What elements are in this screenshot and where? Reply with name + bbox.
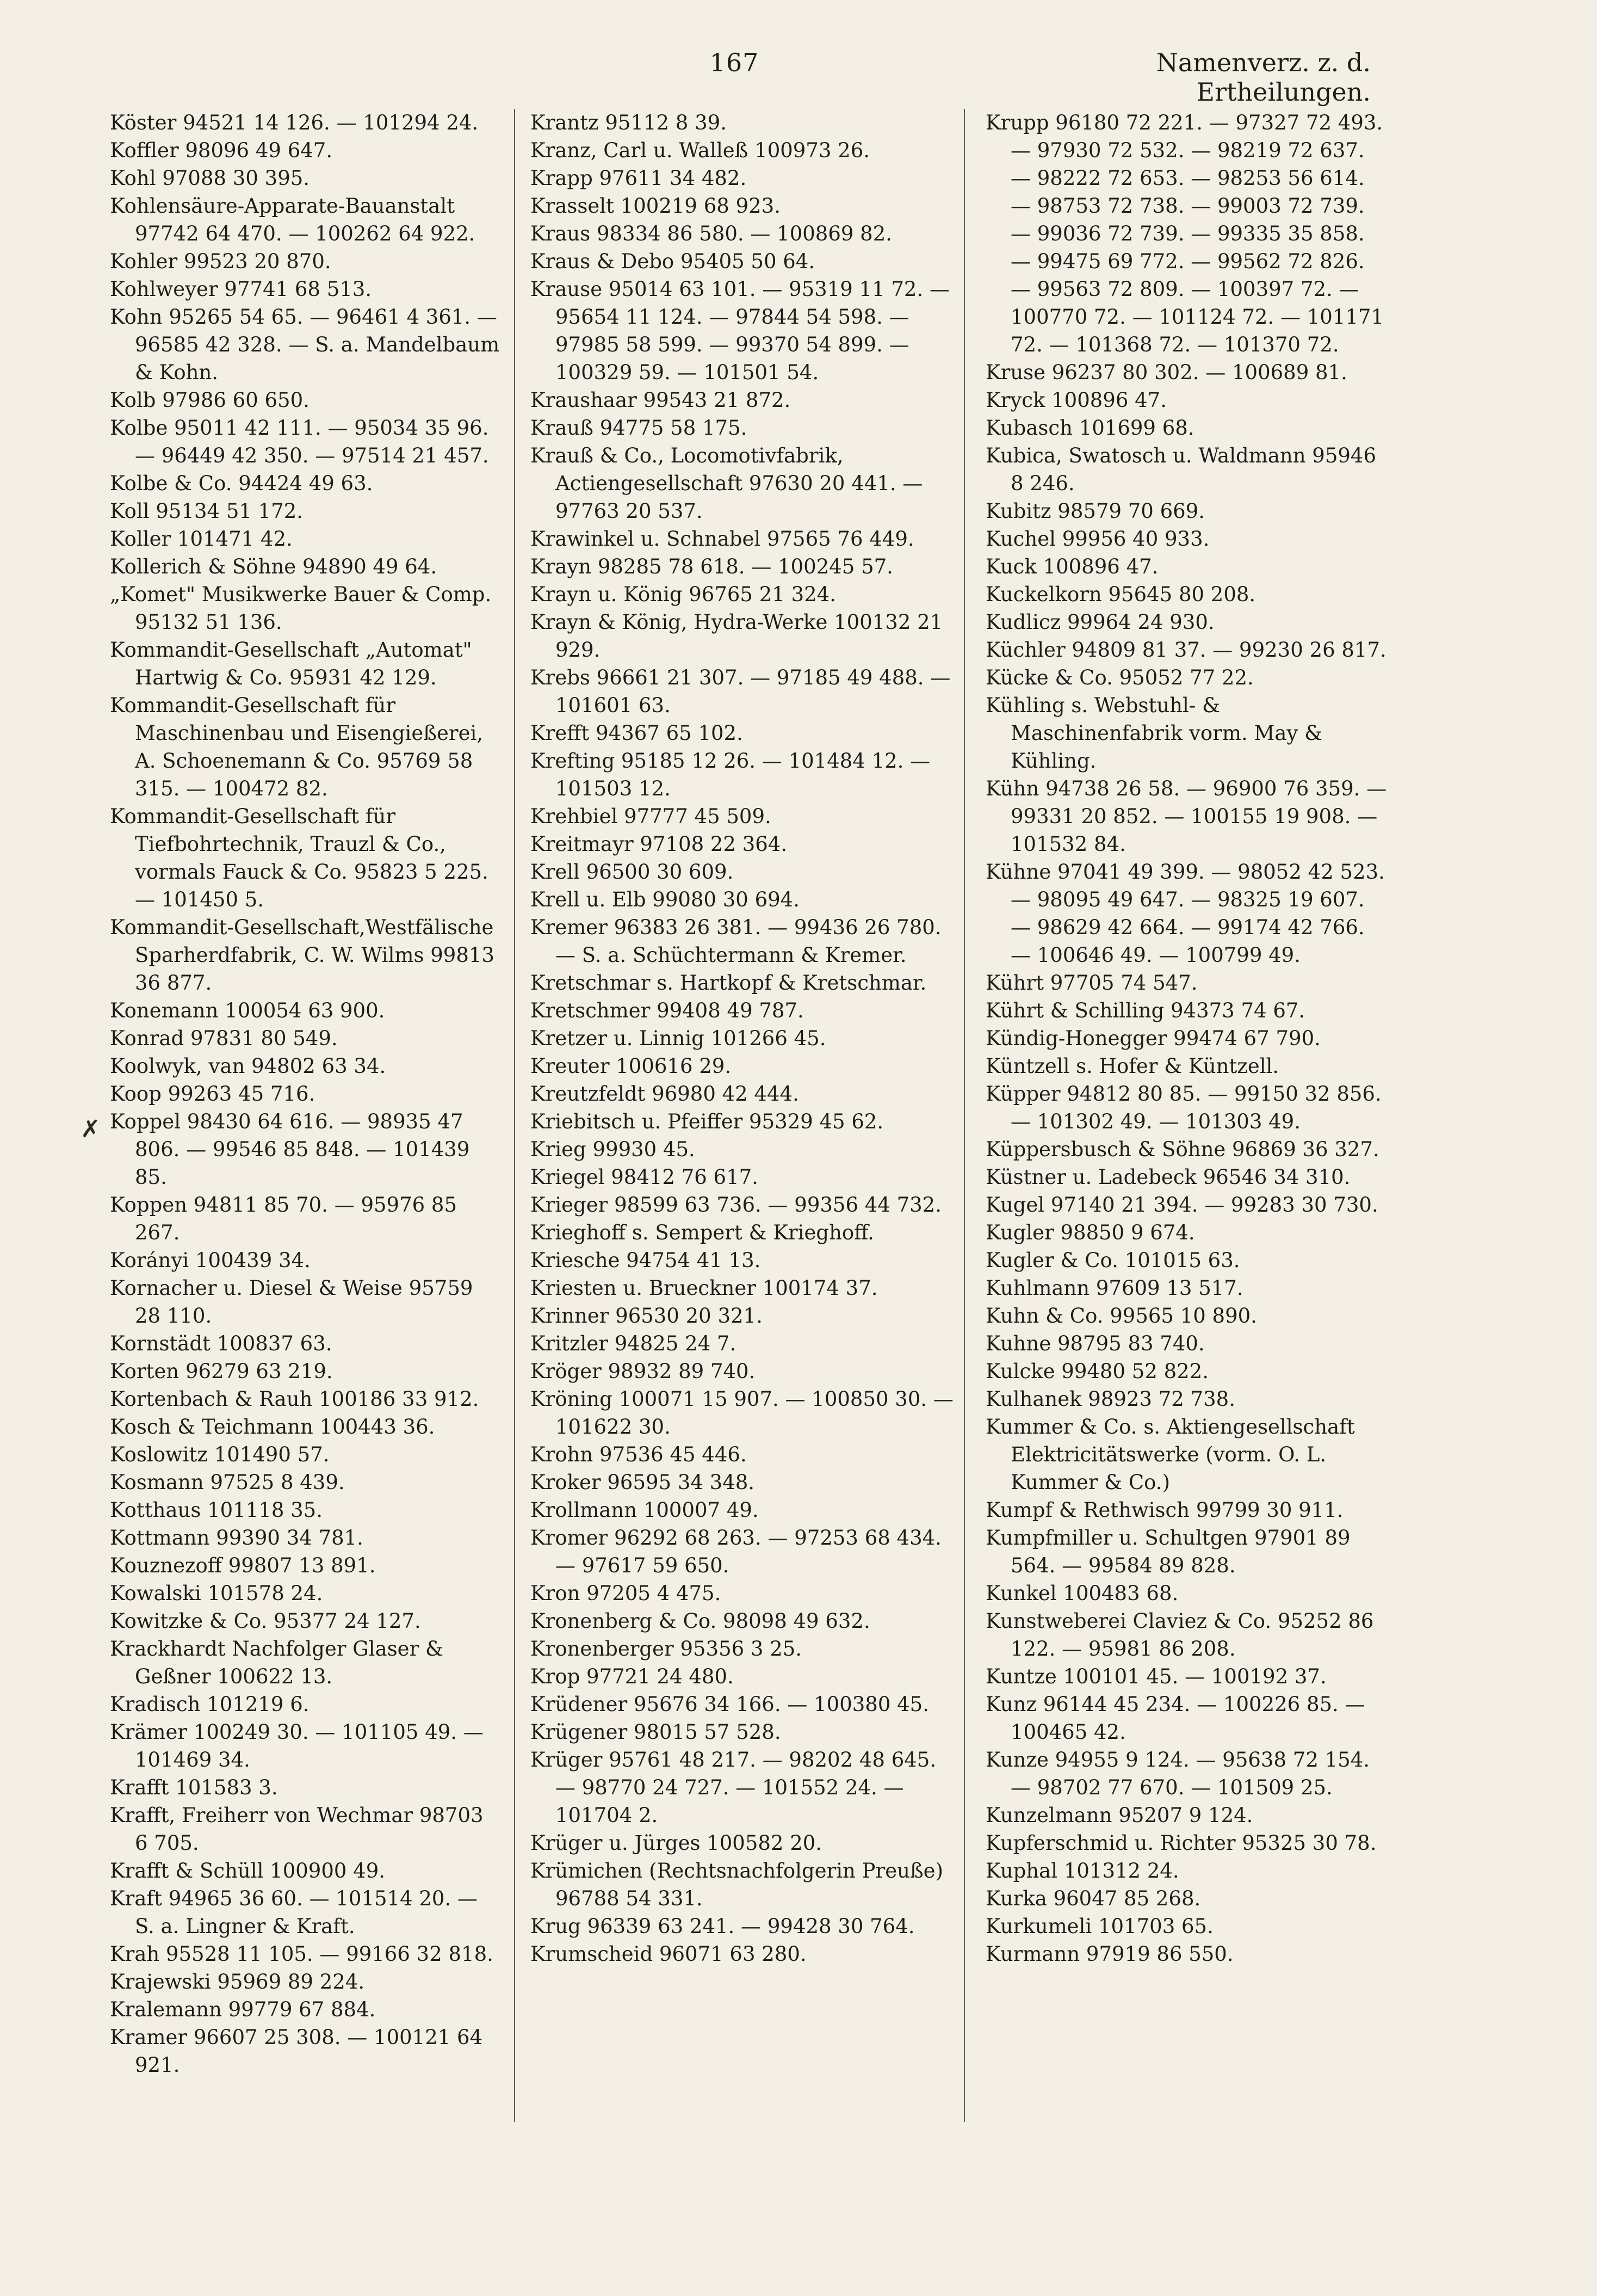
index-entry: Kraus 98334 86 580. — 100869 82.	[530, 222, 893, 245]
index-entry: Kottmann 99390 34 781.	[110, 1526, 363, 1550]
index-entry: Kurmann 97919 86 550.	[986, 1942, 1234, 1966]
index-entry: Kolb 97986 60 650.	[110, 388, 310, 412]
index-entry: Konemann 100054 63 900.	[110, 999, 385, 1022]
index-entry: Koffler 98096 49 647.	[110, 139, 333, 162]
index-entry: Kruse 96237 80 302. — 100689 81.	[986, 361, 1347, 384]
index-entry: Kreuter 100616 29.	[530, 1054, 732, 1078]
index-entry: Kulhanek 98923 72 738.	[986, 1387, 1235, 1411]
index-entry: Krupp 96180 72 221. — 97327 72 493. — 97930 72 532. — 98219 72 637. — 98222 72 653. — 98253 56 614. — 98753 72 738. — 99003 72 739. — 99036 72 739. — 99335 35 858. — 99475 69 772. — 99562 72 826. — 99563 72 809. — 100397 72. — 100770 72. — 101124 72. — 101171 72. — 101368 72. — 101370 72.	[986, 111, 1384, 356]
index-entry: Kriebitsch u. Pfeiffer 95329 45 62.	[530, 1110, 884, 1133]
index-entry: Krüger u. Jürges 100582 20.	[530, 1831, 822, 1855]
index-entry: Kolbe & Co. 94424 49 63.	[110, 472, 373, 495]
index-entry: Kuhn & Co. 99565 10 890.	[986, 1304, 1257, 1328]
handwritten-margin-mark: ✗	[81, 1115, 101, 1143]
index-entry: Krieghoff s. Sempert & Krieghoff.	[530, 1221, 874, 1244]
index-entry: Kryck 100896 47.	[986, 388, 1167, 412]
index-entry: Kuphal 101312 24.	[986, 1859, 1179, 1883]
index-entry: Kraus & Debo 95405 50 64.	[530, 250, 815, 273]
index-entry: Kuchel 99956 40 933.	[986, 527, 1210, 551]
index-entry: Krumscheid 96071 63 280.	[530, 1942, 807, 1966]
index-entry: Kunzelmann 95207 9 124.	[986, 1804, 1253, 1827]
index-entry: Kuck 100896 47.	[986, 555, 1159, 578]
index-entry: Kotthaus 101118 35.	[110, 1498, 323, 1522]
index-entry: Koslowitz 101490 57.	[110, 1443, 330, 1466]
index-entry: Korten 96279 63 219.	[110, 1360, 333, 1383]
index-entry: Koll 95134 51 172.	[110, 499, 304, 523]
index-column-2	[530, 109, 955, 2122]
index-entry: Kubasch 101699 68.	[986, 416, 1194, 440]
index-entry: Kubitz 98579 70 669.	[986, 499, 1205, 523]
index-entry: Küstner u. Ladebeck 96546 34 310.	[986, 1165, 1351, 1189]
index-entry: Korányi 100439 34.	[110, 1249, 311, 1272]
index-entry: Kohn 95265 54 65. — 96461 4 361. — 96585 42 328. — S. a. Mandelbaum & Kohn.	[110, 305, 500, 384]
index-entry: Kommandit-Gesellschaft für Tiefbohrtechnik, Trauzl & Co., vormals Fauck & Co. 95823 5 225. — 101450 5.	[110, 805, 488, 911]
index-entry: Kupferschmid u. Richter 95325 30 78.	[986, 1831, 1377, 1855]
index-entry: Krop 97721 24 480.	[530, 1665, 734, 1688]
index-entry: Kröger 98932 89 740.	[530, 1360, 756, 1383]
index-entry: Kuhlmann 97609 13 517.	[986, 1276, 1243, 1300]
index-entry: Krasselt 100219 68 923.	[530, 194, 781, 218]
index-entry: Kunkel 100483 68.	[986, 1582, 1179, 1605]
index-entry: Kohler 99523 20 870.	[110, 250, 331, 273]
index-entry: Kolbe 95011 42 111. — 95034 35 96. — 96449 42 350. — 97514 21 457.	[110, 416, 489, 467]
index-entry: Krehbiel 97777 45 509.	[530, 805, 771, 828]
index-entry: Kührt 97705 74 547.	[986, 971, 1198, 995]
index-entry: Kron 97205 4 475.	[530, 1582, 721, 1605]
index-entry: Kohlweyer 97741 68 513.	[110, 277, 372, 301]
index-entry: Kouznezoff 99807 13 891.	[110, 1554, 376, 1577]
index-entry: Krümichen (Rechtsnachfolgerin Preuße) 96788 54 331.	[530, 1859, 944, 1910]
index-column-3	[986, 109, 1389, 2122]
index-entry: Koppen 94811 85 70. — 95976 85 267.	[110, 1193, 457, 1244]
index-entry: Kohlensäure-Apparate-Bauanstalt 97742 64 470. — 100262 64 922.	[110, 194, 475, 245]
index-entry: Krayn & König, Hydra-Werke 100132 21 929.	[530, 610, 943, 662]
index-entry: Konrad 97831 80 549.	[110, 1027, 338, 1050]
index-entry: Kommandit-Gesellschaft für Maschinenbau und Eisengießerei, A. Schoenemann & Co. 95769 58 315. — 100472 82.	[110, 694, 484, 800]
index-entry: Kromer 96292 68 263. — 97253 68 434. — 97617 59 650.	[530, 1526, 942, 1577]
index-entry: Krüger 95761 48 217. — 98202 48 645. — 98770 24 727. — 101552 24. — 101704 2.	[530, 1748, 937, 1827]
index-entry: Kündig-Honegger 99474 67 790.	[986, 1027, 1321, 1050]
index-entry: Krayn 98285 78 618. — 100245 57.	[530, 555, 893, 578]
index-entry: Kührt & Schilling 94373 74 67.	[986, 999, 1305, 1022]
column-divider	[964, 109, 965, 2122]
index-entry: Kommandit-Gesellschaft,Westfälische Sparherdfabrik, C. W. Wilms 99813 36 877.	[110, 916, 494, 995]
index-entry: Krackhardt Nachfolger Glaser & Geßner 100622 13.	[110, 1637, 443, 1688]
index-entry: Krinner 96530 20 321.	[530, 1304, 763, 1328]
index-entry: Kramer 96607 25 308. — 100121 64 921.	[110, 2026, 483, 2077]
index-entry: Küntzell s. Hofer & Küntzell.	[986, 1054, 1279, 1078]
index-entry: Krantz 95112 8 39.	[530, 111, 727, 134]
index-entry: Kücke & Co. 95052 77 22.	[986, 666, 1254, 689]
index-entry: Kurkumeli 101703 65.	[986, 1915, 1214, 1938]
index-entry: Krefting 95185 12 26. — 101484 12. — 101503 12.	[530, 749, 931, 800]
index-entry: Krauß & Co., Locomotivfabrik, Actiengesellschaft 97630 20 441. — 97763 20 537.	[530, 444, 923, 523]
index-entry: Kradisch 101219 6.	[110, 1693, 310, 1716]
index-entry: Krafft & Schüll 100900 49.	[110, 1859, 386, 1883]
index-entry: Kubica, Swatosch u. Waldmann 95946 8 246.	[986, 444, 1377, 495]
index-entry: Kreitmayr 97108 22 364.	[530, 832, 788, 856]
index-entry: Kugel 97140 21 394. — 99283 30 730.	[986, 1193, 1378, 1217]
index-entry: Kralemann 99779 67 884.	[110, 1998, 376, 2021]
index-entry: Kugler & Co. 101015 63.	[986, 1249, 1240, 1272]
index-entry: Kretschmar s. Hartkopf & Kretschmar.	[530, 971, 927, 995]
index-entry: Kretzer u. Linnig 101266 45.	[530, 1027, 826, 1050]
index-entry: Köster 94521 14 126. — 101294 24.	[110, 111, 479, 134]
index-entry: Kudlicz 99964 24 930.	[986, 610, 1215, 634]
index-entry: Kollerich & Söhne 94890 49 64.	[110, 555, 437, 578]
index-entry: Krawinkel u. Schnabel 97565 76 449.	[530, 527, 914, 551]
index-entry: Kühling s. Webstuhl- & Maschinenfabrik vorm. May & Kühling.	[986, 694, 1323, 773]
index-entry: Koop 99263 45 716.	[110, 1082, 315, 1106]
index-entry: Krafft, Freiherr von Wechmar 98703 6 705.	[110, 1804, 484, 1855]
index-entry: Kronenberger 95356 3 25.	[530, 1637, 802, 1661]
index-entry: Kuckelkorn 95645 80 208.	[986, 583, 1256, 606]
index-entry: Kommandit-Gesellschaft „Automat" Hartwig & Co. 95931 42 129.	[110, 638, 472, 689]
index-entry: Kornacher u. Diesel & Weise 95759 28 110.	[110, 1276, 473, 1328]
index-entry: Kreutzfeldt 96980 42 444.	[530, 1082, 799, 1106]
index-entry: Krug 96339 63 241. — 99428 30 764.	[530, 1915, 915, 1938]
index-entry: Kortenbach & Rauh 100186 33 912.	[110, 1387, 479, 1411]
index-entry: Kriegel 98412 76 617.	[530, 1165, 758, 1189]
index-entry: Kosch & Teichmann 100443 36.	[110, 1415, 435, 1439]
index-entry: Krüdener 95676 34 166. — 100380 45.	[530, 1693, 929, 1716]
index-entry: „Komet" Musikwerke Bauer & Comp. 95132 51 136.	[110, 583, 492, 634]
index-entry: Koller 101471 42.	[110, 527, 293, 551]
page-number: 167	[709, 48, 759, 77]
running-head: Namenverz. z. d. Ertheilungen.	[1156, 48, 1371, 107]
index-entry: Koppel 98430 64 616. — 98935 47 806. — 99546 85 848. — 101439 85.	[110, 1110, 470, 1189]
index-entry: Kuntze 100101 45. — 100192 37.	[986, 1665, 1327, 1688]
index-entry: Kriesten u. Brueckner 100174 37.	[530, 1276, 878, 1300]
index-entry: Kunstweberei Claviez & Co. 95252 86 122. — 95981 86 208.	[986, 1609, 1374, 1661]
index-entry: Kühn 94738 26 58. — 96900 76 359. — 99331 20 852. — 100155 19 908. — 101532 84.	[986, 777, 1387, 856]
index-entry: Kumpfmiller u. Schultgen 97901 89 564. — 99584 89 828.	[986, 1526, 1351, 1577]
index-entry: Kulcke 99480 52 822.	[986, 1360, 1209, 1383]
index-entry: Koolwyk, van 94802 63 34.	[110, 1054, 386, 1078]
index-entry: Kumpf & Rethwisch 99799 30 911.	[986, 1498, 1344, 1522]
index-entry: Kriesche 94754 41 13.	[530, 1249, 761, 1272]
index-entry: Krayn u. König 96765 21 324.	[530, 583, 836, 606]
index-entry: Kranz, Carl u. Walleß 100973 26.	[530, 139, 870, 162]
index-entry: Krieg 99930 45.	[530, 1138, 695, 1161]
index-entry: Kunze 94955 9 124. — 95638 72 154. — 98702 77 670. — 101509 25.	[986, 1748, 1370, 1799]
index-entry: Krebs 96661 21 307. — 97185 49 488. — 101601 63.	[530, 666, 951, 717]
index-entry: Krefft 94367 65 102.	[530, 721, 743, 745]
index-entry: Kornstädt 100837 63.	[110, 1332, 332, 1355]
index-entry: Kummer & Co. s. Aktiengesellschaft Elektricitätswerke (vorm. O. L. Kummer & Co.)	[986, 1415, 1355, 1494]
index-entry: Kosmann 97525 8 439.	[110, 1471, 345, 1494]
index-entry: Kurka 96047 85 268.	[986, 1887, 1201, 1910]
index-entry: Krohn 97536 45 446.	[530, 1443, 747, 1466]
index-entry: Kronenberg & Co. 98098 49 632.	[530, 1609, 870, 1633]
index-entry: Küchler 94809 81 37. — 99230 26 817.	[986, 638, 1386, 662]
index-entry: Kohl 97088 30 395.	[110, 166, 310, 190]
index-entry: Kowitzke & Co. 95377 24 127.	[110, 1609, 421, 1633]
index-entry: Krell 96500 30 609.	[530, 860, 734, 884]
index-entry: Kowalski 101578 24.	[110, 1582, 323, 1605]
index-entry: Kühne 97041 49 399. — 98052 42 523. — 98095 49 647. — 98325 19 607. — 98629 42 664. — 99174 42 766. — 100646 49. — 100799 49.	[986, 860, 1385, 967]
index-entry: Kuhne 98795 83 740.	[986, 1332, 1205, 1355]
index-entry: Krafft 101583 3.	[110, 1776, 278, 1799]
index-entry: Kröning 100071 15 907. — 100850 30. — 101622 30.	[530, 1387, 954, 1439]
index-entry: Krieger 98599 63 736. — 99356 44 732.	[530, 1193, 942, 1217]
index-entry: Kugler 98850 9 674.	[986, 1221, 1195, 1244]
index-entry: Krügener 98015 57 528.	[530, 1720, 781, 1744]
index-entry: Krapp 97611 34 482.	[530, 166, 747, 190]
index-entry: Kritzler 94825 24 7.	[530, 1332, 736, 1355]
index-entry: Kremer 96383 26 381. — 99436 26 780. — S. a. Schüchtermann & Kremer.	[530, 916, 942, 967]
index-entry: Krell u. Elb 99080 30 694.	[530, 888, 800, 911]
index-entry: Küpper 94812 80 85. — 99150 32 856. — 101302 49. — 101303 49.	[986, 1082, 1382, 1133]
index-entry: Krämer 100249 30. — 101105 49. — 101469 34.	[110, 1720, 484, 1772]
index-entry: Kraft 94965 36 60. — 101514 20. — S. a. Lingner & Kraft.	[110, 1887, 478, 1938]
index-entry: Krollmann 100007 49.	[530, 1498, 759, 1522]
index-entry: Küppersbusch & Söhne 96869 36 327.	[986, 1138, 1379, 1161]
index-entry: Kunz 96144 45 234. — 100226 85. — 100465 42.	[986, 1693, 1365, 1744]
index-entry: Krajewski 95969 89 224.	[110, 1970, 365, 1993]
index-entry: Krah 95528 11 105. — 99166 32 818.	[110, 1942, 493, 1966]
index-entry: Kroker 96595 34 348.	[530, 1471, 755, 1494]
index-entry: Kretschmer 99408 49 787.	[530, 999, 804, 1022]
index-entry: Krauß 94775 58 175.	[530, 416, 747, 440]
index-entry: Krause 95014 63 101. — 95319 11 72. — 95654 11 124. — 97844 54 598. — 97985 58 599. — 99370 54 899. — 100329 59. — 101501 54.	[530, 277, 950, 384]
index-column-1	[110, 109, 502, 2122]
column-divider	[514, 109, 515, 2122]
index-entry: Kraushaar 99543 21 872.	[530, 388, 791, 412]
